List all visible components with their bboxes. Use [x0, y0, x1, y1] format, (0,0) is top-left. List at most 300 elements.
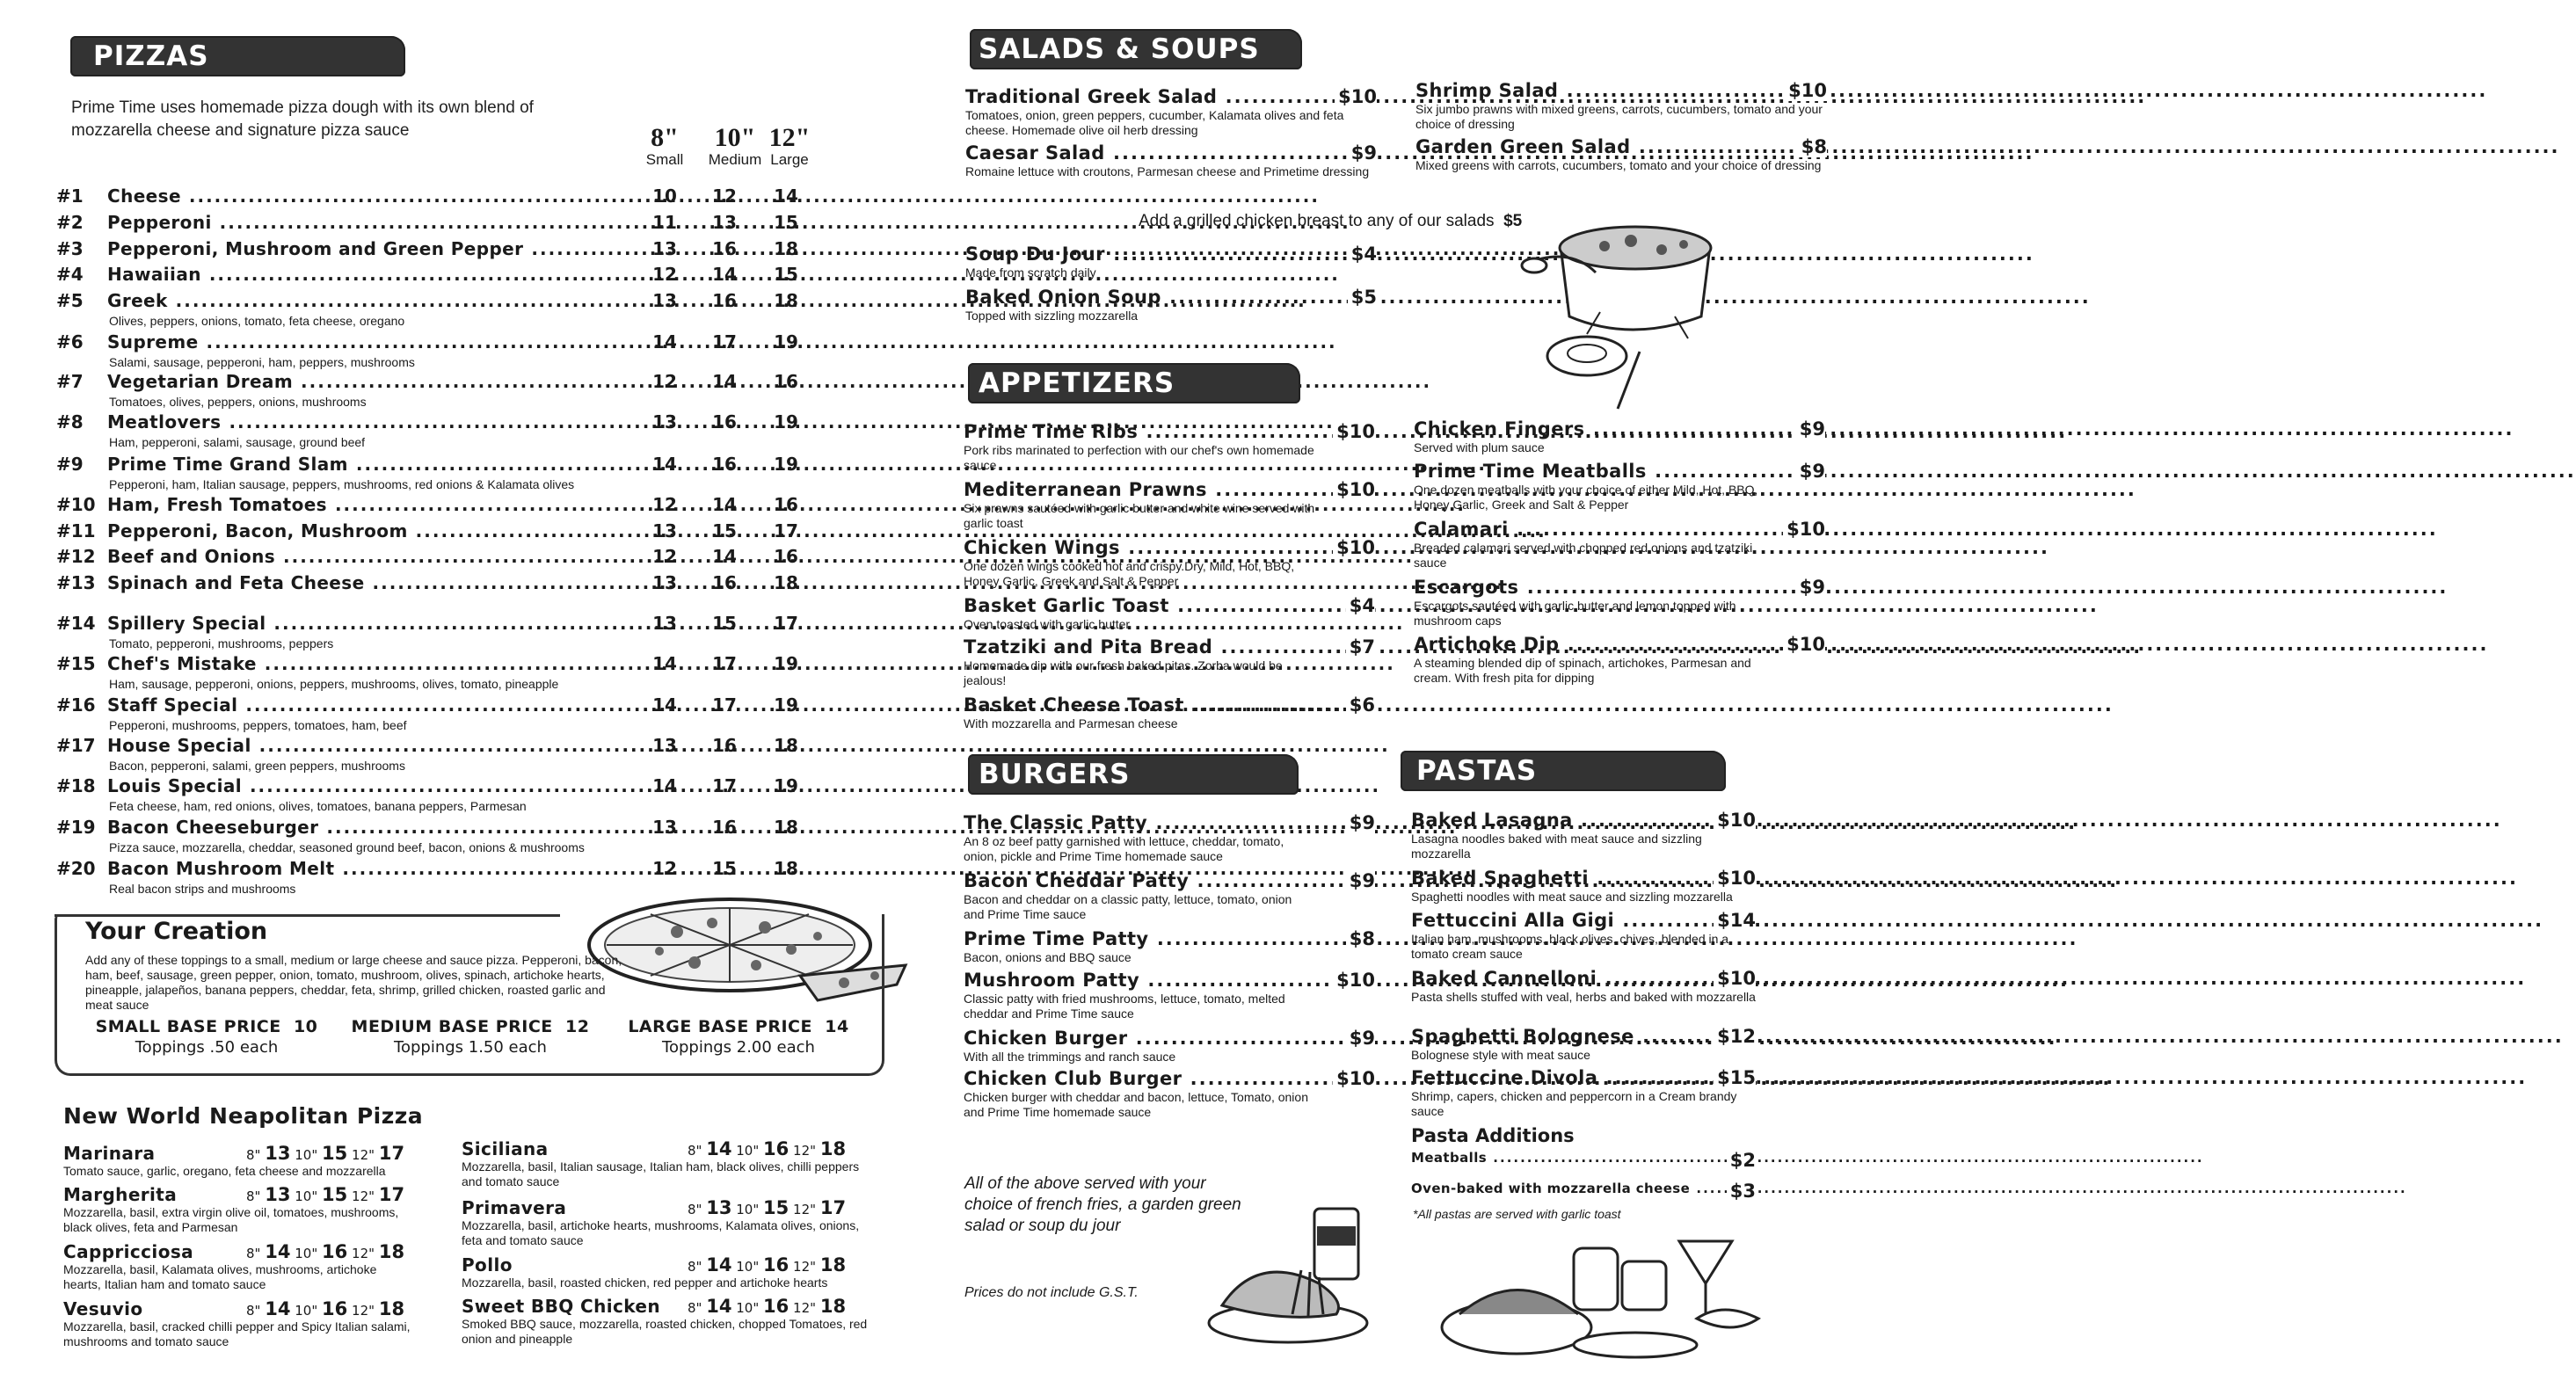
pizza-price: 19: [774, 331, 798, 352]
pizza-price: 18: [774, 858, 798, 879]
addition-oven-baked: Oven-baked with mozzarella cheese ..... $3: [1411, 1181, 1756, 1196]
neapolitan-prices: [246, 1143, 404, 1164]
neapolitan-prices: [246, 1241, 404, 1262]
appetizers-item-name: Basket Garlic Toast .....: [964, 595, 1375, 616]
pizza-name: Staff Special .....: [107, 694, 648, 716]
pizza-name: Louis Special .....: [107, 775, 648, 796]
pizza-name: Spinach and Feta Cheese .....: [107, 572, 648, 593]
pizza-desc: Ham, sausage, pepperoni, onions, peppers, mushrooms, olives, tomato, pineapple: [109, 677, 559, 691]
neapolitan-prices: [688, 1197, 846, 1218]
appetizers-item-price: $10: [1783, 634, 1825, 655]
pastas-item-name: Baked Spaghetti .....: [1411, 868, 1756, 889]
size-label: 10": [295, 1246, 318, 1261]
pizza-desc: Pepperoni, ham, Italian sausage, peppers, mushrooms, red onions & Kalamata olives: [109, 477, 575, 491]
neapolitan-name: Vesuvio: [63, 1298, 143, 1319]
pizza-desc: Pizza sauce, mozzarella, cheddar, seasoned ground beef, bacon, onions & mushrooms: [109, 840, 585, 854]
pizza-price: 16: [774, 546, 798, 567]
appetizers-item: [964, 537, 1375, 589]
pasta-garlic-toast-note: *All pastas are served with garlic toast: [1413, 1207, 1621, 1221]
appetizers-item-price: $7: [1346, 636, 1375, 658]
appetizers-item: [1414, 418, 1825, 455]
salads-item-price: $10: [1335, 86, 1377, 107]
neapolitan-desc: Mozzarella, basil, Kalamata olives, mushrooms, artichoke hearts, Italian ham and tomato sauce: [63, 1262, 377, 1291]
burgers-item-name: Bacon Cheddar Patty .....: [964, 870, 1375, 891]
burgers-item: [964, 1028, 1375, 1065]
appetizers-item-desc: Served with plum sauce: [1414, 440, 1545, 454]
size-label: 8": [688, 1202, 702, 1217]
appetizers-item-name: Basket Cheese Toast .....: [964, 694, 1375, 716]
size-price: 14: [706, 1296, 732, 1317]
burgers-item: [964, 1068, 1375, 1120]
size-large-header: 12" Large: [768, 123, 811, 168]
chicken-breast-note: Add a grilled chicken breast to any of our salads $5: [1139, 212, 1523, 230]
appetizers-item-desc: Oven toasted with garlic butter: [964, 617, 1131, 631]
size-price: 13: [265, 1143, 291, 1164]
neapolitan-prices: [246, 1298, 404, 1319]
pizza-price: 13: [712, 212, 737, 233]
pizza-desc: Pepperoni, mushrooms, peppers, tomatoes, ham, beef: [109, 718, 407, 732]
pizza-price: 18: [774, 238, 798, 259]
your-creation-box: [55, 914, 884, 1076]
salads-item-name: Baked Onion Soup .....: [965, 287, 1377, 308]
size-price: 18: [378, 1298, 405, 1319]
pizza-price: 16: [712, 238, 737, 259]
pizza-number: #18: [56, 775, 96, 796]
pizza-name: Spillery Special .....: [107, 613, 648, 634]
pizza-number: #6: [56, 331, 84, 352]
pizza-number: #3: [56, 238, 84, 259]
pizza-price: 12: [652, 494, 677, 515]
pizza-price: 14: [652, 775, 677, 796]
pizza-price: 14: [652, 454, 677, 475]
burgers-item-price: $10: [1333, 1068, 1375, 1089]
pastas-item-price: $14: [1714, 910, 1756, 931]
salads-item: [965, 287, 1377, 323]
pizza-price: 13: [652, 411, 677, 432]
gst-note: Prices do not include G.S.T.: [964, 1285, 1139, 1300]
burgers-item-desc: Bacon and cheddar on a classic patty, lettuce, tomato, onion and Prime Time sauce: [964, 892, 1292, 921]
pizza-number: #9: [56, 454, 84, 475]
neapolitan-prices: [688, 1296, 846, 1317]
size-price: 14: [706, 1254, 732, 1275]
salads-item: [1415, 80, 1827, 132]
pizza-price: 17: [712, 653, 737, 674]
pizza-price: 13: [652, 735, 677, 756]
size-price: 17: [819, 1197, 847, 1218]
appetizers-item-price: $6: [1346, 694, 1375, 716]
pizza-price: 18: [774, 817, 798, 838]
pizza-number: #11: [56, 520, 96, 541]
pizza-price: 16: [712, 572, 737, 593]
pizza-price: 13: [652, 817, 677, 838]
salads-item-price: $5: [1348, 287, 1377, 308]
neapolitan-item: [462, 1254, 875, 1290]
pizzas-intro: Prime Time uses homemade pizza dough with its own blend of mozzarella cheese and signature pizza sauce: [71, 98, 534, 140]
soup-pot-illustration: [1517, 220, 1745, 418]
appetizers-item-desc: Pork ribs marinated to perfection with our chef's own homemade sauce: [964, 443, 1314, 472]
salads-item: [965, 142, 1377, 179]
pizza-price: 12: [652, 264, 677, 285]
pizza-price: 15: [774, 264, 798, 285]
salads-item-desc: Six jumbo prawns with mixed greens, carrots, cucumbers, tomato and your choice of dressing: [1415, 102, 1823, 131]
size-price: 18: [819, 1138, 847, 1159]
size-label: 8": [688, 1300, 702, 1316]
pastas-item-name: Spaghetti Bolognese .....: [1411, 1026, 1756, 1047]
salads-item-desc: Mixed greens with carrots, cucumbers, tomato and your choice of dressing: [1415, 158, 1822, 172]
pizza-price: 17: [712, 694, 737, 716]
neapolitan-name: Siciliana: [462, 1138, 549, 1159]
size-label: 10": [736, 1143, 760, 1159]
salads-item-price: $10: [1785, 80, 1827, 101]
size-label: 8": [688, 1143, 702, 1159]
pizza-price: 18: [774, 290, 798, 311]
pizza-price: 14: [774, 185, 798, 207]
pizza-price: 14: [712, 264, 737, 285]
pizza-price: 19: [774, 653, 798, 674]
appetizers-item-price: $10: [1333, 421, 1375, 442]
pizza-number: #17: [56, 735, 96, 756]
medium-base-price: MEDIUM BASE PRICE 12 Toppings 1.50 each: [351, 1017, 590, 1057]
pastas-item: [1411, 910, 1756, 962]
neapolitan-name: Margherita: [63, 1184, 178, 1205]
pizza-price: 12: [712, 185, 737, 207]
salads-item-name: Shrimp Salad .....: [1415, 80, 1827, 101]
pizza-name: Hawaiian .....: [107, 264, 648, 285]
pizza-price: 14: [712, 546, 737, 567]
pasta-table-illustration: [1433, 1231, 1767, 1363]
small-base-price: SMALL BASE PRICE 10 Toppings .50 each: [95, 1017, 318, 1057]
appetizers-item-desc: Homemade dip with our fresh baked pitas. Zorba would be jealous!: [964, 658, 1283, 687]
pizza-number: #8: [56, 411, 84, 432]
neapolitan-item: [462, 1138, 875, 1189]
pastas-item-desc: Shrimp, capers, chicken and peppercorn in a Cream brandy sauce: [1411, 1089, 1737, 1118]
pizza-price: 17: [712, 331, 737, 352]
neapolitan-desc: Mozzarella, basil, artichoke hearts, mushrooms, Kalamata olives, onions, feta and tomato sauce: [462, 1218, 860, 1247]
pizza-name: Pepperoni, Mushroom and Green Pepper .....: [107, 238, 648, 259]
pizza-name: Beef and Onions .....: [107, 546, 648, 567]
pizza-number: #2: [56, 212, 84, 233]
appetizers-item-name: Mediterranean Prawns .....: [964, 479, 1375, 500]
neapolitan-item: [462, 1296, 875, 1347]
pastas-item-price: $12: [1714, 1026, 1756, 1047]
neapolitan-desc: Mozzarella, basil, Italian sausage, Italian ham, black olives, chilli peppers and tomato sauce: [462, 1159, 860, 1188]
pizza-price: 14: [712, 371, 737, 392]
neapolitan-item: [63, 1184, 450, 1235]
pizza-price: 13: [652, 290, 677, 311]
salads-item-desc: Romaine lettuce with croutons, Parmesan cheese and Primetime dressing: [965, 164, 1370, 178]
pizza-number: #19: [56, 817, 96, 838]
pizza-price: 10: [652, 185, 677, 207]
appetizers-item-name: Prime Time Meatballs .....: [1414, 461, 1825, 482]
neapolitan-desc: Mozzarella, basil, roasted chicken, red pepper and artichoke hearts: [462, 1275, 828, 1290]
burgers-banner: BURGERS: [968, 754, 1299, 795]
neapolitan-prices: [688, 1138, 846, 1159]
appetizers-banner: APPETIZERS: [968, 363, 1300, 403]
size-label: 12": [352, 1303, 375, 1319]
pizza-price: 18: [774, 735, 798, 756]
pizza-name: Pepperoni, Bacon, Mushroom .....: [107, 520, 648, 541]
pizza-number: #12: [56, 546, 96, 567]
pizza-price: 19: [774, 411, 798, 432]
pizza-number: #16: [56, 694, 96, 716]
pizza-name: Supreme .....: [107, 331, 648, 352]
pizza-desc: Salami, sausage, pepperoni, ham, peppers, mushrooms: [109, 355, 415, 369]
burgers-item: [964, 870, 1375, 922]
size-label: 12": [793, 1202, 817, 1217]
pizza-price: 15: [712, 520, 737, 541]
size-price: 17: [378, 1184, 405, 1205]
pizza-price: 16: [712, 817, 737, 838]
pizza-name: House Special .....: [107, 735, 648, 756]
pastas-item-desc: Italian ham, mushrooms, black olives, chives, blended in a tomato cream sauce: [1411, 932, 1729, 961]
size-small-header: 8" Small: [645, 123, 684, 168]
neapolitan-desc: Smoked BBQ sauce, mozzarella, roasted chicken, chopped Tomatoes, red onion and pineapple: [462, 1317, 868, 1346]
pizza-price: 16: [712, 735, 737, 756]
appetizers-item-price: $9: [1796, 418, 1825, 440]
pizza-price: 13: [652, 238, 677, 259]
pastas-item-desc: Lasagna noodles baked with meat sauce and sizzling mozzarella: [1411, 832, 1702, 861]
size-price: 18: [378, 1241, 405, 1262]
pizza-price: 16: [712, 411, 737, 432]
pizzas-banner: PIZZAS: [70, 36, 405, 76]
pizza-name: Meatlovers .....: [107, 411, 648, 432]
pizza-number: #5: [56, 290, 84, 311]
size-price: 16: [322, 1298, 348, 1319]
size-label: 10": [736, 1259, 760, 1275]
size-label: 12": [352, 1246, 375, 1261]
pizza-desc: Feta cheese, ham, red onions, olives, tomatoes, banana peppers, Parmesan: [109, 799, 527, 813]
pastas-item-desc: Bolognese style with meat sauce: [1411, 1048, 1590, 1062]
size-label: 8": [246, 1303, 261, 1319]
pizza-number: #4: [56, 264, 84, 285]
size-price: 18: [819, 1296, 847, 1317]
size-price: 16: [322, 1241, 348, 1262]
pasta-additions-title: Pasta Additions: [1411, 1125, 1575, 1146]
salads-item-name: Soup Du Jour .....: [965, 243, 1377, 265]
burgers-item-desc: An 8 oz beef patty garnished with lettuce, cheddar, tomato, onion, pickle and Prime Time homemade sauce: [964, 834, 1284, 863]
burgers-item-name: Chicken Club Burger .....: [964, 1068, 1375, 1089]
pizza-number: #1: [56, 185, 84, 207]
pizza-price: 13: [652, 572, 677, 593]
size-label: 10": [295, 1147, 318, 1163]
neapolitan-item: [63, 1298, 450, 1349]
appetizers-item-desc: Escargots sautéed with garlic butter and lemon topped with mushroom caps: [1414, 599, 1736, 628]
pizza-price: 16: [712, 290, 737, 311]
burgers-item: [964, 812, 1375, 864]
size-label: 10": [736, 1300, 760, 1316]
appetizers-item-price: $9: [1796, 461, 1825, 482]
size-price: 17: [378, 1143, 405, 1164]
size-label: 12": [352, 1147, 375, 1163]
size-label: 8": [246, 1246, 261, 1261]
size-price: 15: [322, 1184, 348, 1205]
pizza-number: #13: [56, 572, 96, 593]
pizza-name: Ham, Fresh Tomatoes .....: [107, 494, 648, 515]
size-price: 13: [265, 1184, 291, 1205]
pizza-name: Chef's Mistake .....: [107, 653, 648, 674]
pizza-number: #15: [56, 653, 96, 674]
appetizers-item-desc: One dozen meatballs with your choice of either Mild, Hot, BBQ, Honey Garlic, Greek and Salt & Pepper: [1414, 483, 1758, 512]
appetizers-item: [964, 421, 1375, 473]
appetizers-item-price: $10: [1783, 519, 1825, 540]
neapolitan-item: [63, 1143, 450, 1179]
pizza-price: 17: [712, 775, 737, 796]
appetizers-item: [964, 595, 1375, 632]
burgers-item-price: $9: [1346, 812, 1375, 833]
appetizers-item-name: Chicken Fingers .....: [1414, 418, 1825, 440]
pastas-item-price: $10: [1714, 968, 1756, 989]
size-label: 10": [295, 1303, 318, 1319]
neapolitan-prices: [246, 1184, 404, 1205]
pastas-banner: PASTAS: [1401, 751, 1726, 791]
pizza-name: Bacon Cheeseburger .....: [107, 817, 648, 838]
pizza-price: 13: [652, 520, 677, 541]
pizza-name: Prime Time Grand Slam .....: [107, 454, 648, 475]
pastas-item: [1411, 1026, 1756, 1063]
neapolitan-name: Pollo: [462, 1254, 513, 1275]
pizza-price: 15: [712, 858, 737, 879]
neapolitan-prices: [688, 1254, 846, 1275]
pastas-item-name: Baked Lasagna .....: [1411, 810, 1756, 831]
pizza-number: #20: [56, 858, 96, 879]
your-creation-title: Your Creation: [85, 918, 268, 945]
salads-item-price: $9: [1348, 142, 1377, 164]
appetizers-item-name: Escargots .....: [1414, 577, 1825, 598]
salads-item-name: Caesar Salad .....: [965, 142, 1377, 164]
pizza-price: 16: [712, 454, 737, 475]
appetizers-item-desc: One dozen wings cooked hot and crispy.Dry, Mild, Hot, BBQ, Honey Garlic, Greek and Salt & Pepper: [964, 559, 1295, 588]
pizza-desc: Bacon, pepperoni, salami, green peppers, mushrooms: [109, 759, 405, 773]
pizza-desc: Tomato, pepperoni, mushrooms, peppers: [109, 636, 334, 650]
neapolitan-desc: Mozzarella, basil, cracked chilli pepper and Spicy Italian salami, mushrooms and tomato sauce: [63, 1319, 411, 1348]
pizza-desc: Real bacon strips and mushrooms: [109, 882, 296, 896]
size-label: 12": [793, 1259, 817, 1275]
appetizers-item-desc: A steaming blended dip of spinach, artichokes, Parmesan and cream. With fresh pita for dipping: [1414, 656, 1751, 685]
appetizers-item: [1414, 461, 1825, 512]
pizza-price: 19: [774, 775, 798, 796]
appetizers-item-price: $4: [1346, 595, 1375, 616]
burgers-item-name: The Classic Patty .....: [964, 812, 1375, 833]
appetizers-item: [964, 636, 1375, 688]
size-price: 14: [265, 1298, 291, 1319]
pizza-price: 14: [712, 494, 737, 515]
salads-item-price: $4: [1348, 243, 1377, 265]
pizza-desc: Tomatoes, olives, peppers, onions, mushrooms: [109, 395, 367, 409]
pizza-name: Greek .....: [107, 290, 648, 311]
pizza-price: 11: [652, 212, 677, 233]
size-label: 10": [295, 1188, 318, 1204]
pastas-item-price: $10: [1714, 868, 1756, 889]
neapolitan-name: Sweet BBQ Chicken: [462, 1296, 660, 1317]
burgers-item-price: $9: [1346, 870, 1375, 891]
pastas-item-name: Fettuccine Divola .....: [1411, 1067, 1756, 1088]
size-label: 12": [352, 1188, 375, 1204]
pizza-name: Vegetarian Dream .....: [107, 371, 648, 392]
burgers-item-name: Prime Time Patty .....: [964, 928, 1375, 949]
burgers-item-price: $10: [1333, 970, 1375, 991]
pizza-price: 13: [652, 613, 677, 634]
size-label: 8": [688, 1259, 702, 1275]
appetizers-item: [1414, 519, 1825, 570]
burgers-item-price: $8: [1346, 928, 1375, 949]
pastas-item-name: Baked Cannelloni .....: [1411, 968, 1756, 989]
pastas-item: [1411, 868, 1756, 905]
neapolitan-item: [462, 1197, 875, 1248]
size-price: 18: [819, 1254, 847, 1275]
appetizers-item: [964, 694, 1375, 731]
size-label: 8": [246, 1147, 261, 1163]
appetizers-item-desc: Six prawns sautéed with garlic butter and white wine served with garlic toast: [964, 501, 1315, 530]
burger-plate-illustration: [1204, 1200, 1389, 1349]
salads-item-desc: Tomatoes, onion, green peppers, cucumber, Kalamata olives and feta cheese. Homemade olive oil herb dressing: [965, 108, 1344, 137]
pastas-item: [1411, 968, 1756, 1005]
salads-item-name: Garden Green Salad .....: [1415, 136, 1827, 157]
size-price: 16: [763, 1296, 790, 1317]
pizza-name: Pepperoni .....: [107, 212, 648, 233]
neapolitan-title: New World Neapolitan Pizza: [63, 1103, 424, 1129]
size-medium-header: 10" Medium: [708, 123, 762, 168]
pizza-price: 12: [652, 858, 677, 879]
size-price: 14: [706, 1138, 732, 1159]
salads-item-desc: Made from scratch daily: [965, 265, 1096, 280]
pizza-price: 14: [652, 331, 677, 352]
pizza-desc: Olives, peppers, onions, tomato, feta cheese, oregano: [109, 314, 405, 328]
appetizers-item-price: $9: [1796, 577, 1825, 598]
pizza-number: #14: [56, 613, 96, 634]
pizza-price: 19: [774, 454, 798, 475]
salads-item-name: Traditional Greek Salad .....: [965, 86, 1377, 107]
neapolitan-desc: Mozzarella, basil, extra virgin olive oil, tomatoes, mushrooms, black olives, feta and Parmesan: [63, 1205, 399, 1234]
appetizers-item-desc: Breaded calamari served with chopped red onions and tzatziki sauce: [1414, 541, 1753, 570]
pastas-item-name: Fettuccini Alla Gigi .....: [1411, 910, 1756, 931]
salads-item-desc: Topped with sizzling mozzarella: [965, 309, 1139, 323]
size-price: 14: [265, 1241, 291, 1262]
salads-item: [965, 86, 1377, 138]
neapolitan-name: Cappricciosa: [63, 1241, 194, 1262]
pizza-price: 16: [774, 371, 798, 392]
burgers-item: [964, 928, 1375, 965]
pizza-name: Cheese .....: [107, 185, 648, 207]
salads-item: [1415, 136, 1827, 173]
burgers-served-note: All of the above served with your choice of french fries, a garden green salad or soup du jour: [964, 1174, 1241, 1235]
pastas-item-desc: Spaghetti noodles with meat sauce and sizzling mozzarella: [1411, 890, 1733, 904]
burgers-item-desc: Bacon, onions and BBQ sauce: [964, 950, 1132, 964]
salads-item: [965, 243, 1377, 280]
appetizers-item: [964, 479, 1375, 531]
pizza-price: 12: [652, 371, 677, 392]
appetizers-item-name: Calamari .....: [1414, 519, 1825, 540]
burgers-item-desc: With all the trimmings and ranch sauce: [964, 1050, 1176, 1064]
neapolitan-name: Primavera: [462, 1197, 567, 1218]
burgers-item-name: Mushroom Patty .....: [964, 970, 1375, 991]
burgers-item-desc: Chicken burger with cheddar and bacon, lettuce, Tomato, onion and Prime Time homemade sauce: [964, 1090, 1308, 1119]
pastas-item-price: $10: [1714, 810, 1756, 831]
addition-meatballs: Meatballs ..... $2: [1411, 1150, 1756, 1166]
size-label: 12": [793, 1143, 817, 1159]
size-price: 15: [763, 1197, 790, 1218]
size-price: 13: [706, 1197, 732, 1218]
pizza-price: 18: [774, 572, 798, 593]
pizza-price: 14: [652, 653, 677, 674]
size-price: 16: [763, 1254, 790, 1275]
your-creation-desc: Add any of these toppings to a small, medium or large cheese and sauce pizza. Pepperoni, bacon, ham, beef, sausage, green pepper, onion, tomato, mushroom, olives, spinach, artichoke hearts, pineapple, jalapeños, banana peppers, cheddar, feta, shrimp, grilled chicken, roasted garlic and meat sauce: [85, 953, 622, 1012]
pizza-price: 16: [774, 494, 798, 515]
pizza-name: Bacon Mushroom Melt .....: [107, 858, 648, 879]
appetizers-item-price: $10: [1333, 479, 1375, 500]
burgers-item-desc: Classic patty with fried mushrooms, lettuce, tomato, melted cheddar and Prime Time sauce: [964, 992, 1285, 1021]
salads-item-price: $8: [1798, 136, 1827, 157]
appetizers-item: [1414, 634, 1825, 686]
